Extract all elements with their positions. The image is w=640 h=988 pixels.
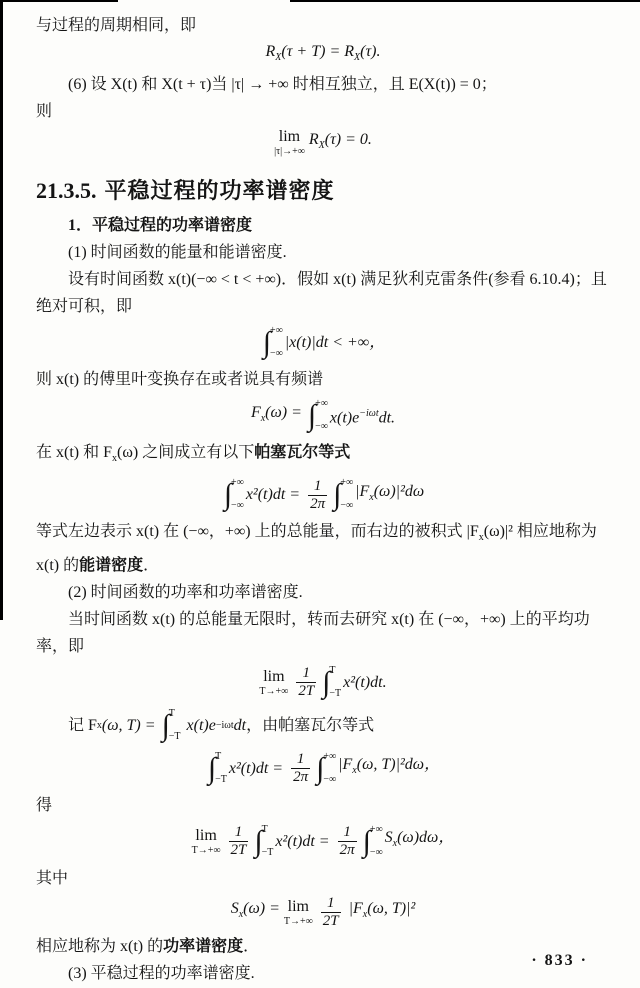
integral-upper-limit: +∞ [269,325,283,337]
subheading-1: 1．平稳过程的功率谱密度 [68,217,253,235]
integral-lower-limit: −∞ [269,348,283,360]
fraction-numerator: 1 [313,477,322,494]
math-subscript: x [362,909,368,921]
paragraph-get: 得 [36,796,53,814]
integral-sign [363,822,383,862]
math-term: x(t)e [182,717,216,735]
math-subscript: x [112,453,118,465]
math-term: (ω)|²dω [373,483,425,501]
paragraph-period-note: 与过程的周期相同，即 [36,17,197,34]
fraction [229,824,249,859]
paragraph-setup: 设有时间函数 x(t)(−∞ < t < +∞)．假如 x(t) 满足狄利克雷条件(参看 6.10.4)；且绝对可积，即 [36,271,607,316]
formula-rhs [345,899,416,925]
integral-upper-limit: T [261,823,268,835]
math-term: (τ + T) = R [281,43,355,60]
math-term: (τ). [360,43,381,60]
paragraph-energy-spectral [36,518,610,578]
fraction-denominator: 2T [322,912,339,929]
integral-upper-limit: +∞ [369,823,383,835]
formula-lhs [231,899,284,925]
text-run: ，由帕塞瓦尔等式 [246,717,375,735]
fraction-denominator: 2T [298,683,315,700]
integral-glyph: ∫ [316,751,325,785]
formula-limit-zero [36,128,610,157]
math-term: S [384,829,393,847]
lim-word: lim [263,668,285,686]
text-run: 在 x(t) 和 F [36,444,113,462]
bold-term-parseval: 帕塞瓦尔等式 [254,444,351,462]
integral-limits [262,822,274,862]
text-run: 等式左边表示 x(t) 在 (−∞，+∞) 上的总能量，而右边的被积式 |F [36,523,479,541]
integral-lower-limit: −∞ [369,846,383,858]
integral-limits [169,706,181,746]
text-run: ． [243,937,260,955]
math-subscript: x [478,532,484,544]
integral-sign [308,396,328,436]
integral-glyph: ∫ [262,326,271,360]
integral-sign [208,749,227,789]
fraction-numerator: 1 [302,665,310,682]
integral-upper-limit: +∞ [323,750,337,762]
paragraph-fourier: 则 x(t) 的傅里叶变换存在或者说具有频谱 [36,371,324,389]
lim-subscript: T→+∞ [259,686,289,698]
formula-body: x²(t)dt. [343,673,387,691]
integral-upper-limit: +∞ [231,477,244,489]
formula-average-power [36,663,610,703]
integral-glyph: ∫ [333,478,342,512]
section-number: 21.3.5. [36,178,97,204]
text-run: (ω) 之间成立有以下 [117,444,255,462]
paragraph-then: 则 [36,103,53,121]
scan-artifact-top-right [290,0,640,2]
fraction-numerator: 1 [343,824,351,841]
integral-glyph: ∫ [322,665,331,699]
formula-body [338,755,440,781]
integral-limits [323,749,336,789]
lim-operator [259,668,288,697]
text-run: 记 F [68,717,97,735]
math-subscript: x [260,413,266,425]
fraction [291,751,310,786]
paragraph-item-3: (3) 平稳过程的功率谱密度. [68,964,255,982]
integral-glyph: ∫ [223,478,233,512]
text-run: ． [143,556,160,574]
fraction-denominator: 2π [293,769,309,786]
paragraph-item-1: (1) 时间函数的能量和能谱密度. [68,244,287,262]
bold-term-energy-density: 能谱密度 [79,556,144,574]
math-term: R [265,43,276,60]
fraction-numerator: 1 [296,751,305,768]
integral-lower-limit: −∞ [231,500,244,512]
math-subscript: X [275,52,282,64]
math-subscript: x [369,492,374,504]
integral-limits [370,822,383,862]
integral-lower-limit: −∞ [323,773,337,785]
math-term: (ω, T)|²dω， [356,756,441,774]
fraction-denominator: 2T [230,842,247,859]
fraction-numerator: 1 [234,824,243,841]
math-exponent: −iωt [359,408,379,420]
paragraph-psd-name [36,933,610,960]
math-term: F [250,404,261,422]
math-term: dt [233,717,247,735]
integral-glyph: ∫ [161,708,170,742]
fraction [296,665,316,700]
math-term: dt. [378,409,396,427]
integral-sign [162,706,181,746]
formula-lhs [251,403,306,429]
formula-fourier-transform [36,396,610,436]
formula-parseval [36,475,610,515]
integral-lower-limit: −T [168,730,181,742]
text-run: 相应地称为 x(t) 的 [36,937,164,955]
section-header [36,177,610,204]
fraction [308,478,327,513]
page-number: · 833 · [531,952,588,969]
integral-sign [322,663,341,703]
math-term: (τ) = 0. [324,130,372,148]
integral-upper-limit: T [168,707,175,719]
integral-lower-limit: −T [261,846,274,858]
lim-subscript: |τ|→+∞ [274,146,305,158]
formula-body [309,130,372,156]
paragraph-define-ft [36,706,610,746]
lim-operator [284,898,313,927]
math-exponent: −iωt [215,720,234,732]
integral-limits [340,475,353,515]
section-title: 平稳过程的功率谱密度 [104,178,335,204]
math-subscript: X [318,139,325,151]
formula-absolute-integrability [36,323,610,363]
formula-parseval-finite [36,749,610,789]
lim-subscript: T→+∞ [283,915,313,927]
paragraph-where: 其中 [36,869,69,887]
integral-upper-limit: +∞ [340,477,354,489]
integral-sign [263,323,283,363]
integral-sign [254,822,273,862]
paragraph-average-power: 当时间函数 x(t) 的总能量无限时，转而去研究 x(t) 在 (−∞，+∞) 上的平均功率，即 [36,610,590,655]
integral-limits [270,323,283,363]
integral-sign [224,475,244,515]
math-term: (ω, T) = [101,717,160,735]
math-term: |F [355,483,370,501]
fraction-denominator: 2π [310,495,326,512]
math-subscript: x [96,720,102,732]
lim-word: lim [287,897,309,915]
integral-upper-limit: T [215,750,222,762]
integral-upper-limit: T [329,664,336,676]
fraction [338,824,357,859]
integral-glyph: ∫ [362,824,371,858]
lim-word: lim [278,128,301,146]
formula-period-invariance [36,42,610,68]
integral-sign [333,475,353,515]
math-term: (ω, T)|² [367,899,416,917]
formula-body: |x(t)|dt < +∞， [284,334,386,352]
integral-glyph: ∫ [307,399,317,433]
integral-limits [231,475,244,515]
integral-limits [315,396,328,436]
paragraph-item-2: (2) 时间函数的功率和功率谱密度. [68,583,303,601]
integral-lower-limit: −T [329,687,342,699]
paragraph-parseval-intro [36,439,610,472]
integral-limits [215,749,227,789]
lim-operator [274,128,305,157]
integral-upper-limit: +∞ [315,398,328,410]
fraction-denominator: 2π [339,842,355,859]
formula-body: x²(t)dt = [228,759,288,777]
lim-subscript: T→+∞ [191,845,221,857]
integral-lower-limit: −∞ [340,500,354,512]
math-term: S [230,899,239,917]
math-term: |F [338,756,353,774]
fraction-numerator: 1 [326,894,335,911]
lim-word: lim [195,827,217,845]
fraction [321,895,341,930]
formula-body [385,828,455,854]
bold-term-psd: 功率谱密度 [163,937,244,955]
math-term: (ω)dω， [397,829,455,847]
math-term: |F [344,899,363,917]
math-term: x(t)e [329,409,360,427]
formula-body [265,42,380,68]
paragraph-item-6: (6) 设 X(t) 和 X(t + τ)当 |τ| → +∞ 时相互独立，且 E(X(t)) = 0； [68,76,497,94]
math-subscript: X [354,52,361,64]
formula-rhs [330,404,395,428]
integral-limits [329,663,341,703]
math-term: R [308,130,319,148]
integral-glyph: ∫ [254,824,263,858]
formula-psd-definition [36,895,610,930]
math-subscript: x [392,838,398,850]
integral-sign [316,749,336,789]
scan-artifact-top-left [0,0,118,2]
integral-lower-limit: −∞ [315,421,328,433]
formula-body: x²(t)dt = [275,832,334,850]
formula-body [355,482,424,508]
math-subscript: x [352,765,357,777]
math-term: (ω) = [243,899,284,917]
integral-lower-limit: −T [215,773,227,785]
formula-body: x²(t)dt = [245,486,305,504]
math-term: (ω) = [265,404,306,422]
math-subscript: x [238,909,244,921]
formula-power-limit [36,822,610,862]
integral-glyph: ∫ [207,751,217,785]
text-run: (ω)|² 相应地称为 x(t) 的 [36,523,597,574]
lim-operator [192,827,221,856]
scan-artifact-left-strip [0,0,3,620]
